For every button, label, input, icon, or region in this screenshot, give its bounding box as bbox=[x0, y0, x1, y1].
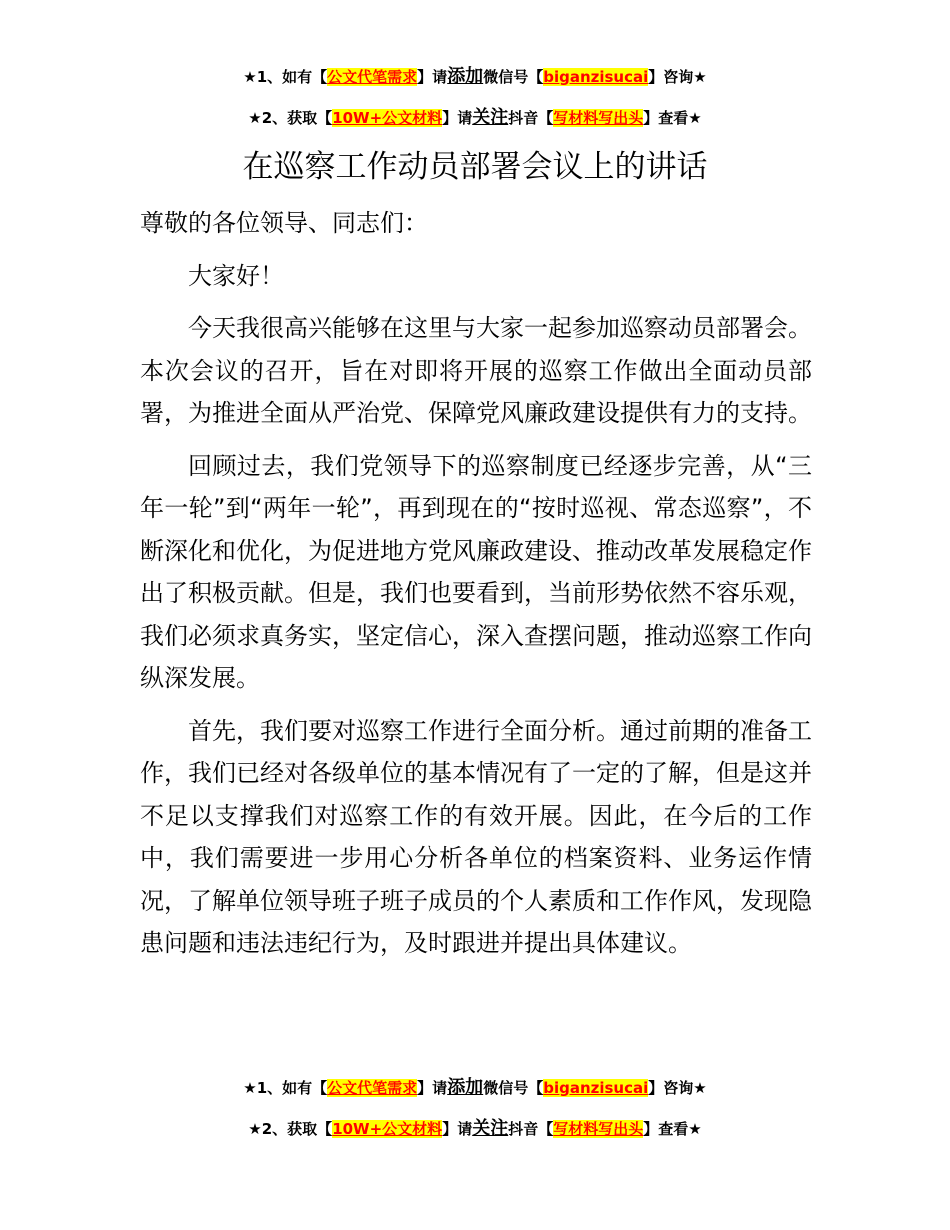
highlight-wechat-id: biganzisucai bbox=[543, 68, 649, 86]
salutation: 尊敬的各位领导、同志们： bbox=[140, 209, 428, 237]
paragraph-intro: 今天我很高兴能够在这里与大家一起参加巡察动员部署会。本次会议的召开，旨在对即将开展的巡察工作做出全面动员部署，为推进全面从严治党、保障党风廉政建设提供有力的支持。 bbox=[140, 314, 812, 427]
document-body bbox=[140, 202, 812, 975]
emphasis-add: 添加 bbox=[447, 66, 484, 87]
document-title: 在巡察工作动员部署会议上的讲话 bbox=[242, 149, 708, 185]
emphasis-follow: 关注 bbox=[472, 1118, 509, 1139]
emphasis-follow: 关注 bbox=[472, 107, 509, 128]
highlight-materials: 10W+公文材料 bbox=[332, 109, 443, 127]
promo-line-2: ★2、获取【10W+公文材料】请关注抖音【写材料写出头】查看★ bbox=[248, 1118, 702, 1139]
highlight-materials: 10W+公文材料 bbox=[332, 1120, 443, 1138]
promo-line-1: ★1、如有【公文代笔需求】请添加微信号【biganzisucai】咨询★ bbox=[243, 66, 707, 87]
highlight-douyin-account: 写材料写出头 bbox=[553, 1120, 644, 1138]
promo-banner-bottom bbox=[0, 1077, 950, 1140]
paragraph-greeting: 大家好！ bbox=[188, 261, 284, 290]
promo-line-2: ★2、获取【10W+公文材料】请关注抖音【写材料写出头】查看★ bbox=[248, 107, 702, 128]
highlight-service: 公文代笔需求 bbox=[327, 1079, 418, 1097]
emphasis-add: 添加 bbox=[447, 1077, 484, 1098]
highlight-douyin-account: 写材料写出头 bbox=[553, 109, 644, 127]
promo-line-1: ★1、如有【公文代笔需求】请添加微信号【biganzisucai】咨询★ bbox=[243, 1077, 707, 1098]
promo-banner-top bbox=[0, 66, 950, 129]
highlight-service: 公文代笔需求 bbox=[327, 68, 418, 86]
highlight-wechat-id: biganzisucai bbox=[543, 1079, 649, 1097]
paragraph-review: 回顾过去，我们党领导下的巡察制度已经逐步完善，从“三年一轮”到“两年一轮”，再到现在的“按时巡视、常态巡察”，不断深化和优化，为促进地方党风廉政建设、推动改革发展稳定作出了积极贡献。但是，我们也要看到，当前形势依然不容乐观，我们必须求真务实，坚定信心，深入查摆问题，推动巡察工作向纵深发展。 bbox=[140, 451, 812, 692]
paragraph-analysis: 首先，我们要对巡察工作进行全面分析。通过前期的准备工作，我们已经对各级单位的基本情况有了一定的了解，但是这并不足以支撑我们对巡察工作的有效开展。因此，在今后的工作中，我们需要进一步用心分析各单位的档案资料、业务运作情况，了解单位领导班子班子成员的个人素质和工作作风，发现隐患问题和违法违纪行为，及时跟进并提出具体建议。 bbox=[140, 716, 812, 957]
